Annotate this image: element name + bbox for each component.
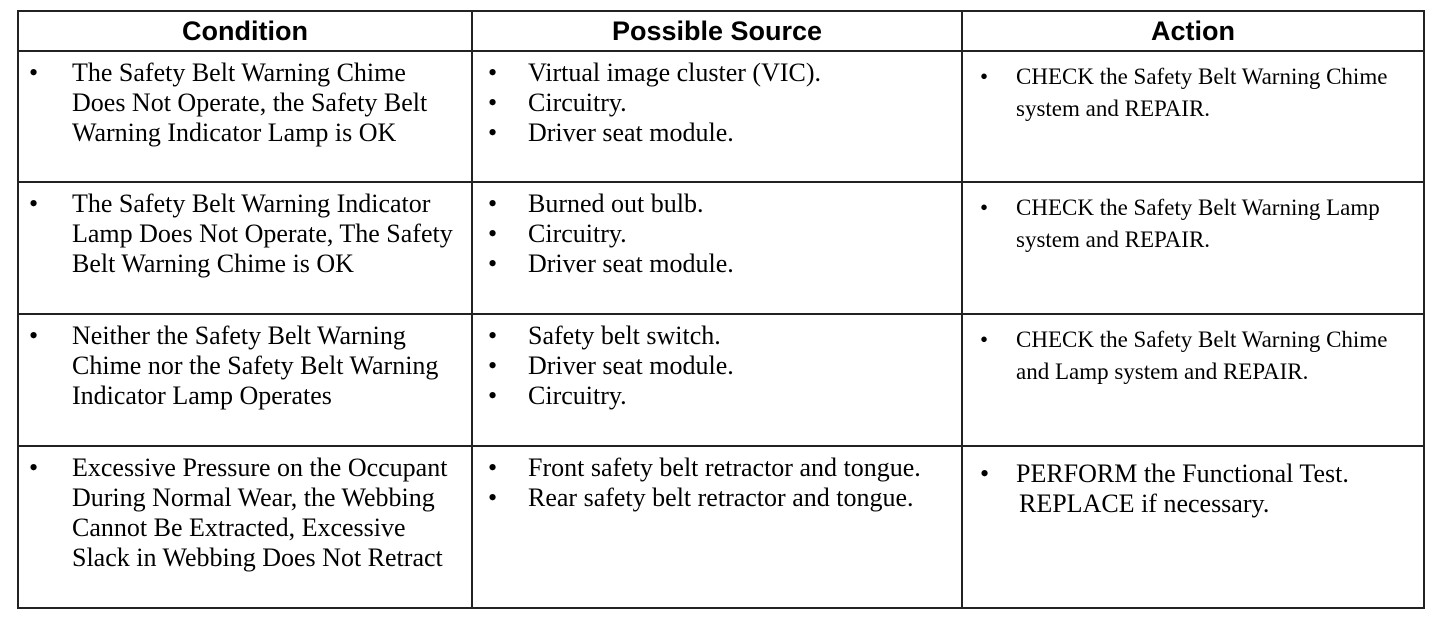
condition-list xyxy=(19,58,471,148)
source-item: • Safety belt switch. xyxy=(473,321,961,351)
source-item: • Rear safety belt retractor and tongue. xyxy=(473,483,961,513)
action-list xyxy=(963,324,1423,388)
action-cell xyxy=(962,182,1424,314)
condition-text: • Neither the Safety Belt Warning Chime nor the Safety Belt Warning Indicator Lamp Operates xyxy=(19,321,471,411)
source-list xyxy=(473,321,961,411)
condition-text: • Excessive Pressure on the Occupant During Normal Wear, the Webbing Cannot Be Extracted, Excessive Slack in Webbing Does Not Retract xyxy=(19,453,471,573)
action-cell xyxy=(962,446,1424,608)
header-possible-source: Possible Source xyxy=(472,11,962,51)
action-list xyxy=(963,459,1423,489)
table-row xyxy=(18,446,1424,608)
source-item: • Driver seat module. xyxy=(473,351,961,381)
action-text: • CHECK the Safety Belt Warning Lamp system and REPAIR. xyxy=(963,192,1423,256)
source-cell xyxy=(472,446,962,608)
table-row xyxy=(18,314,1424,446)
action-list xyxy=(963,192,1423,256)
table-row xyxy=(18,182,1424,314)
condition-list xyxy=(19,453,471,573)
action-text: • PERFORM the Functional Test. xyxy=(963,459,1423,489)
source-cell xyxy=(472,314,962,446)
header-action: Action xyxy=(962,11,1424,51)
condition-cell xyxy=(18,182,472,314)
action-text: • CHECK the Safety Belt Warning Chime system and REPAIR. xyxy=(963,61,1423,125)
source-item: • Driver seat module. xyxy=(473,249,961,279)
source-item: • Driver seat module. xyxy=(473,118,961,148)
source-item: • Circuitry. xyxy=(473,219,961,249)
action-cell xyxy=(962,314,1424,446)
condition-text: • The Safety Belt Warning Indicator Lamp Does Not Operate, The Safety Belt Warning Chime is OK xyxy=(19,189,471,279)
condition-cell xyxy=(18,314,472,446)
condition-text: • The Safety Belt Warning Chime Does Not Operate, the Safety Belt Warning Indicator Lamp is OK xyxy=(19,58,471,148)
source-item: • Front safety belt retractor and tongue. xyxy=(473,453,961,483)
source-list xyxy=(473,189,961,279)
action-list xyxy=(963,61,1423,125)
table-row xyxy=(18,51,1424,182)
source-item: • Virtual image cluster (VIC). xyxy=(473,58,961,88)
source-list xyxy=(473,58,961,148)
source-item: • Circuitry. xyxy=(473,88,961,118)
condition-list xyxy=(19,189,471,279)
source-item: • Burned out bulb. xyxy=(473,189,961,219)
source-cell xyxy=(472,51,962,182)
action-extra-text: REPLACE if necessary. xyxy=(1019,489,1270,518)
condition-cell xyxy=(18,446,472,608)
source-cell xyxy=(472,182,962,314)
header-condition: Condition xyxy=(18,11,472,51)
action-text: • CHECK the Safety Belt Warning Chime and Lamp system and REPAIR. xyxy=(963,324,1423,388)
action-cell xyxy=(962,51,1424,182)
header-row xyxy=(18,11,1424,51)
diagnosis-table xyxy=(17,10,1425,609)
source-item: • Circuitry. xyxy=(473,381,961,411)
condition-cell xyxy=(18,51,472,182)
source-list xyxy=(473,453,961,513)
condition-list xyxy=(19,321,471,411)
